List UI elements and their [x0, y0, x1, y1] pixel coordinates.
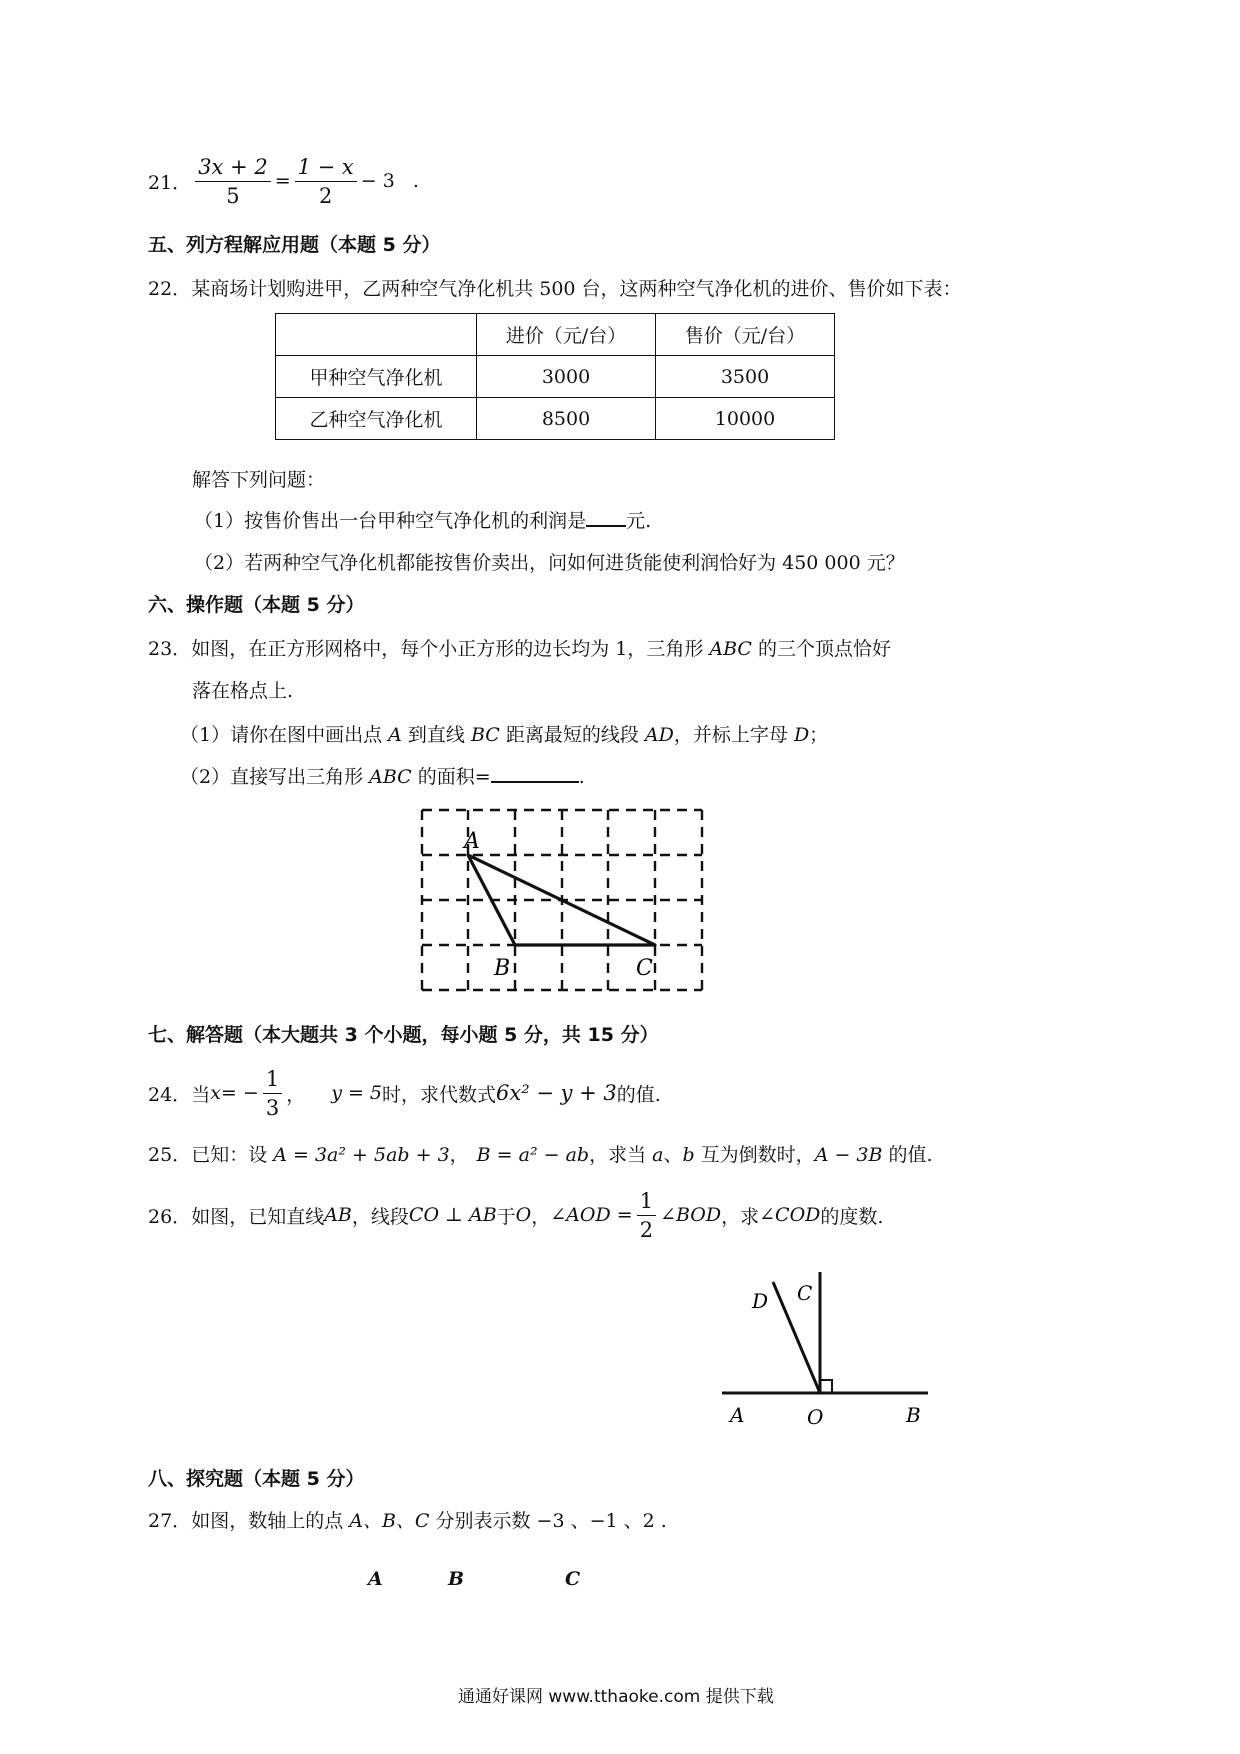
- q26-text: 如图，已知直线: [191, 1205, 325, 1228]
- q26-math: ∠COD: [759, 1204, 821, 1226]
- grid-figure: [410, 800, 720, 1000]
- q26-math: AB: [324, 1204, 352, 1226]
- section-7-heading: 七、解答题（本大题共 3 个小题，每小题 5 分，共 15 分）: [148, 1024, 659, 1046]
- q25-math: a: [652, 1144, 664, 1166]
- q21-number: 21．: [148, 171, 192, 194]
- vertex-label-b: B: [494, 956, 511, 981]
- q24-number: 24．: [148, 1083, 192, 1106]
- q23-text: （2）直接写出三角形: [180, 766, 370, 788]
- q21-lhs-numerator: 3x + 2: [195, 153, 271, 182]
- q25-math: B = a² − ab: [476, 1144, 590, 1166]
- right-angle-mark: [820, 1380, 832, 1393]
- q25-text: 的值.: [882, 1144, 933, 1166]
- q27-text: 分别表示数 −3 、−1 、2 .: [429, 1510, 667, 1532]
- q22-part-1-text: （1）按售价售出一台甲种空气净化机的利润是: [194, 510, 587, 532]
- q23-text: 的面积=: [411, 766, 491, 788]
- number-line-label-a: A: [368, 1568, 383, 1590]
- section-8-heading: 八、探究题（本题 5 分）: [148, 1468, 365, 1490]
- q21: [148, 148, 419, 214]
- q25-text: 互为倒数时，: [694, 1144, 815, 1166]
- q23-part-1: [180, 720, 828, 747]
- price-table-header-row: [276, 314, 835, 356]
- q27-text: 如图，数轴上的点: [191, 1510, 350, 1532]
- vertex-label-a: A: [464, 829, 480, 854]
- answer-blank: [491, 781, 579, 783]
- price-table-row: [276, 356, 835, 398]
- q24-text: 当: [191, 1083, 211, 1106]
- q23-text: ，并标上字母: [673, 724, 794, 746]
- q25-text: ，求当: [589, 1144, 653, 1166]
- q23-math: BC: [470, 724, 500, 746]
- q24-math: y = 5: [331, 1082, 383, 1104]
- q24-math: 6x² − y + 3: [496, 1081, 617, 1105]
- q26: [148, 1182, 883, 1248]
- price-table-header-cell: 售价（元/台）: [656, 314, 835, 356]
- q25-number: 25．: [148, 1144, 192, 1166]
- q23-text: 到直线: [401, 724, 471, 746]
- q21-lhs-denominator: 5: [226, 183, 240, 208]
- q22-number: 22．: [148, 278, 192, 300]
- page-footer: 通通好课网 www.tthaoke.com 提供下载: [458, 1687, 774, 1707]
- price-table-cell: 乙种空气净化机: [276, 398, 477, 440]
- section-5-heading: 五、列方程解应用题（本题 5 分）: [148, 234, 441, 256]
- price-table-cell: 3000: [477, 356, 656, 398]
- q23-math: A: [388, 724, 402, 746]
- q23-math: D: [793, 724, 810, 746]
- q23-math: ABC: [369, 766, 412, 788]
- q23-math: AD: [644, 724, 674, 746]
- q24-math: x: [210, 1082, 221, 1104]
- q26-text: 于: [496, 1205, 516, 1228]
- q22-part-1-unit: 元.: [626, 510, 652, 532]
- q22-text: 某商场计划购进甲，乙两种空气净化机共 500 台，这两种空气净化机的进价、售价如下表：: [191, 278, 962, 300]
- q23-text: （1）请你在图中画出点: [180, 724, 389, 746]
- q24-fraction-numerator: 1: [263, 1065, 282, 1094]
- q24-text: 时，求代数式: [382, 1083, 497, 1106]
- q23-line-2: 落在格点上.: [192, 680, 294, 702]
- q26-text: ，线段: [351, 1205, 409, 1228]
- price-table-cell: 3500: [656, 356, 835, 398]
- q24-fraction: [263, 1065, 282, 1122]
- q26-number: 26．: [148, 1205, 192, 1228]
- q23-text: .: [578, 766, 585, 788]
- q24-text: ，: [286, 1083, 306, 1106]
- number-line-label-b: B: [448, 1568, 465, 1590]
- q23-text: 距离最短的线段: [499, 724, 645, 746]
- q23-number: 23．: [148, 638, 192, 660]
- price-table-cell: 甲种空气净化机: [276, 356, 477, 398]
- q26-math: CO ⊥ AB: [408, 1204, 497, 1226]
- q26-fraction-denominator: 2: [639, 1217, 654, 1242]
- q26-text: ，求: [721, 1205, 760, 1228]
- q27: [148, 1506, 667, 1533]
- q25-math: A − 3B: [814, 1144, 883, 1166]
- price-table-cell: 10000: [656, 398, 835, 440]
- q25-text: 已知：设: [191, 1144, 274, 1166]
- q26-text: ，: [531, 1205, 551, 1228]
- price-table-header-cell: [276, 314, 477, 356]
- q21-lhs-fraction: [195, 153, 271, 210]
- q21-end: .: [412, 170, 419, 192]
- q22-part-2: （2）若两种空气净化机都能按售价卖出，问如何进货能使利润恰好为 450 000 元？: [194, 552, 905, 574]
- price-table: [275, 313, 835, 440]
- q24: [148, 1060, 661, 1126]
- q24-math: = −: [220, 1082, 259, 1104]
- price-table-row: [276, 398, 835, 440]
- q25-text: 、: [663, 1144, 683, 1166]
- q22-stem: [148, 274, 962, 301]
- q22-part-1: [194, 506, 651, 533]
- q21-rhs-denominator: 2: [319, 183, 333, 208]
- q26-text: 的度数.: [820, 1205, 884, 1228]
- q24-fraction-denominator: 3: [265, 1095, 280, 1120]
- q23-text: ；: [809, 724, 829, 746]
- number-line-label-c: C: [565, 1568, 581, 1590]
- point-label-o: O: [807, 1405, 824, 1429]
- q26-math: ∠BOD: [660, 1204, 722, 1226]
- q23-text: 的三个顶点恰好: [751, 638, 891, 660]
- q27-math: A、B、C: [349, 1510, 430, 1532]
- vertex-label-c: C: [636, 956, 653, 981]
- q21-rhs-tail: − 3: [360, 170, 395, 192]
- q24-text: 的值.: [616, 1083, 661, 1106]
- q26-math: O: [515, 1204, 532, 1226]
- q25-text: ，: [449, 1144, 469, 1166]
- point-label-c: C: [797, 1281, 813, 1305]
- q23-math: ABC: [709, 638, 752, 660]
- q27-number: 27．: [148, 1510, 192, 1532]
- q23-part-2: [180, 762, 585, 789]
- angle-figure: [710, 1260, 940, 1435]
- q21-equals: =: [274, 170, 291, 192]
- q23-text: 如图，在正方形网格中，每个小正方形的边长均为 1，三角形: [191, 638, 710, 660]
- q25-math: A = 3a² + 5ab + 3: [273, 1144, 450, 1166]
- q21-rhs-numerator: 1 − x: [295, 153, 357, 182]
- point-label-b: B: [906, 1403, 921, 1427]
- q26-fraction-numerator: 1: [637, 1187, 656, 1216]
- q26-math: ∠AOD =: [550, 1204, 633, 1226]
- section-6-heading: 六、操作题（本题 5 分）: [148, 594, 365, 616]
- answer-blank: [586, 525, 626, 527]
- price-table-header-cell: 进价（元/台）: [477, 314, 656, 356]
- q22-prompt: 解答下列问题：: [192, 469, 326, 491]
- q25-math: b: [682, 1144, 695, 1166]
- q25: [148, 1140, 933, 1167]
- price-table-cell: 8500: [477, 398, 656, 440]
- q26-fraction: [637, 1187, 656, 1244]
- q21-rhs-fraction: [295, 153, 357, 210]
- point-label-a: A: [730, 1403, 745, 1427]
- q23-line-1: [148, 634, 891, 661]
- point-label-d: D: [752, 1289, 769, 1313]
